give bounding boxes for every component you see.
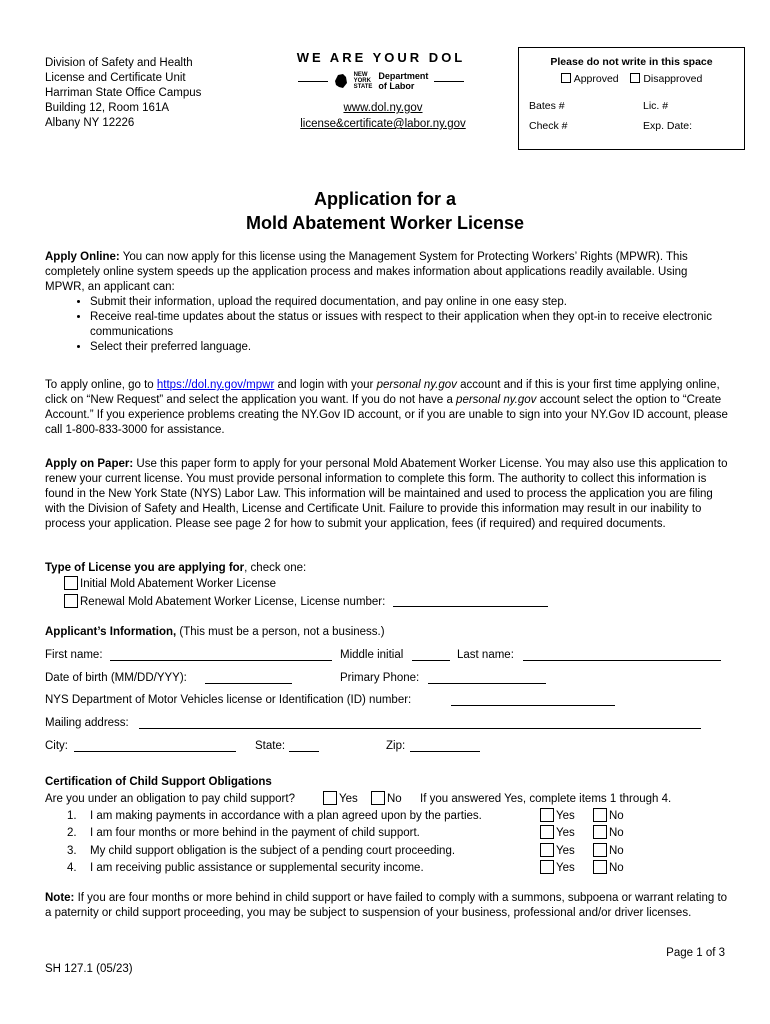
disapproved-checkbox[interactable]: [630, 73, 640, 83]
phone-label: Primary Phone:: [340, 672, 420, 684]
no-label: No: [609, 845, 624, 857]
approved-checkbox[interactable]: [561, 73, 571, 83]
logo-rule-left: [298, 81, 328, 82]
dmv-label: NYS Department of Motor Vehicles license or Identification (ID) number:: [45, 694, 412, 706]
apply-paper-text: Use this paper form to apply for your personal Mold Abatement Worker License. You may also use this application to renew your current license. You must provide personal information to complete this form. The authority to collect this information is found in the New York State (NYS) Labor Law. This information will be maintained and used to process the application you are filing with the Division of Safety and Health, License and Certificate Unit. Failure to provide this information may result in our inability to process your application. Please see page 2 for how to submit your application, fees (if required) and required documents.: [45, 458, 728, 530]
form-title-line-2: Mold Abatement Worker License: [245, 213, 525, 233]
item-number: 1.: [67, 810, 77, 822]
applicant-heading: [45, 624, 385, 640]
dob-field[interactable]: [205, 672, 292, 684]
item-1-no-checkbox[interactable]: [593, 808, 607, 822]
mpwr-benefits-list: [45, 295, 730, 355]
child-support-question: Are you under an obligation to pay child support?: [45, 793, 295, 805]
state-field[interactable]: [289, 740, 319, 752]
item-text: My child support obligation is the subject of a pending court proceeding.: [90, 845, 456, 857]
address-line: Building 12, Room 161A: [45, 102, 170, 114]
office-use-box: [518, 47, 745, 150]
nys-word: YORK: [353, 78, 371, 84]
list-item: • Receive real-time updates about the status or issues with respect to their application when they opt-in to receive electronic communications: [90, 310, 730, 340]
no-label: No: [609, 827, 624, 839]
item-4-no-checkbox[interactable]: [593, 860, 607, 874]
address-line: Albany NY 12226: [45, 117, 135, 129]
list-item: • Submit their information, upload the required documentation, and pay online in one easy step.: [90, 295, 730, 310]
license-type-heading: [45, 560, 306, 576]
form-title-line-1: Application for a: [313, 189, 456, 209]
first-name-label: First name:: [45, 649, 103, 661]
dob-row: [45, 670, 730, 686]
middle-initial-field[interactable]: [412, 649, 450, 661]
apply-online-text: You can now apply for this license using the Management System for Protecting Workers’ Rights (MPWR). This completely online system speeds up the application process and makes information about applications readily available. Using MPWR, an applicant can:: [45, 251, 688, 293]
initial-license-checkbox[interactable]: [64, 576, 78, 590]
item-number: 3.: [67, 845, 77, 857]
child-support-title: [45, 774, 272, 790]
license-type-suffix: , check one:: [244, 562, 307, 574]
city-field[interactable]: [74, 740, 236, 752]
mailing-label: Mailing address:: [45, 717, 129, 729]
approved-label: Approved: [573, 73, 619, 85]
lic-label: Lic. #: [643, 100, 669, 112]
disapproved-label: Disapproved: [643, 73, 703, 85]
last-name-label: Last name:: [457, 649, 514, 661]
instructions-text: and login with your: [274, 379, 377, 391]
no-label: No: [609, 862, 624, 874]
bates-label: Bates #: [529, 100, 565, 112]
dept-wordmark: [378, 71, 428, 91]
instructions-emphasis: personal ny.gov: [376, 379, 457, 391]
applicant-label: Applicant’s Information,: [45, 626, 177, 638]
item-number: 2.: [67, 827, 77, 839]
nys-map-icon: [334, 72, 348, 90]
city-label: City:: [45, 740, 68, 752]
child-support-question-row: [45, 791, 730, 807]
child-support-heading: Certification of Child Support Obligations: [45, 776, 272, 788]
email-link[interactable]: license&certificate@labor.ny.gov: [300, 118, 466, 130]
state-label: State:: [255, 740, 286, 752]
instructions-text: To apply online, go to: [45, 379, 157, 391]
apply-online-label: Apply Online:: [45, 251, 120, 263]
no-label: No: [609, 810, 624, 822]
agency-address: [45, 56, 201, 131]
obligation-yes-label: Yes: [339, 793, 358, 805]
dob-label: Date of birth (MM/DD/YYY):: [45, 672, 187, 684]
item-text: I am four months or more behind in the payment of child support.: [90, 827, 420, 839]
yes-label: Yes: [556, 810, 575, 822]
apply-paper-section: [45, 457, 730, 532]
mpwr-link[interactable]: https://dol.ny.gov/mpwr: [156, 379, 275, 391]
yes-label: Yes: [556, 827, 575, 839]
page-number: Page 1 of 3: [666, 947, 725, 959]
item-2-no-checkbox[interactable]: [593, 825, 607, 839]
address-line: License and Certificate Unit: [45, 72, 186, 84]
mailing-row: [45, 715, 730, 731]
child-support-item: [45, 843, 730, 859]
apply-paper-label: Apply on Paper:: [45, 458, 134, 470]
applicant-note: (This must be a person, not a business.): [176, 626, 385, 638]
exp-date-label: Exp. Date:: [643, 120, 693, 132]
child-support-item: [45, 808, 730, 824]
initial-license-option: [64, 576, 276, 592]
item-4-yes-checkbox[interactable]: [540, 860, 554, 874]
child-support-instruction: If you answered Yes, complete items 1 through 4.: [420, 793, 672, 805]
zip-field[interactable]: [410, 740, 480, 752]
mailing-field[interactable]: [139, 717, 701, 729]
instructions-emphasis: personal ny.gov: [456, 394, 537, 406]
item-2-yes-checkbox[interactable]: [540, 825, 554, 839]
dmv-row: [45, 692, 730, 708]
item-number: 4.: [67, 862, 77, 874]
website-link[interactable]: www.dol.ny.gov: [343, 102, 423, 114]
license-number-field[interactable]: [393, 595, 548, 607]
form-code: SH 127.1 (05/23): [45, 963, 133, 975]
list-item: • Select their preferred language.: [90, 340, 730, 355]
dept-word: of Labor: [378, 81, 415, 91]
instructions-text: account and if this is your first time applying online, click on “New Request” and select the application you want. If you do not have a: [45, 379, 720, 406]
item-3-no-checkbox[interactable]: [593, 843, 607, 857]
address-line: Harriman State Office Campus: [45, 87, 202, 99]
yes-label: Yes: [556, 845, 575, 857]
note-section: [45, 891, 730, 921]
yes-label: Yes: [556, 862, 575, 874]
office-use-title: Please do not write in this space: [550, 56, 713, 68]
item-3-yes-checkbox[interactable]: [540, 843, 554, 857]
logo-rule-right: [434, 81, 464, 82]
name-row: [45, 647, 730, 663]
instructions-text: account select the option to “Create Account.” If you experience problems creating the NY.Gov ID account, or if you are unable to sign into your NY.Gov ID account, please call 1-800-833-3000 for assistance.: [45, 394, 728, 436]
logo-tagline: WE ARE YOUR DOL: [296, 50, 466, 65]
city-row: [45, 738, 730, 754]
item-1-yes-checkbox[interactable]: [540, 808, 554, 822]
dol-logo: [283, 50, 479, 91]
apply-online-section: [45, 250, 730, 355]
license-type-label: Type of License you are applying for: [45, 562, 245, 574]
dept-word: Department: [378, 71, 429, 81]
obligation-no-label: No: [387, 793, 402, 805]
note-text: If you are four months or more behind in child support or have failed to comply with a summons, subpoena or warrant relating to a paternity or child support proceeding, you may be subject to suspension of your business, professional and/or driver licenses.: [45, 892, 728, 919]
first-name-field[interactable]: [110, 649, 332, 661]
renewal-license-label: Renewal Mold Abatement Worker License, License number:: [80, 596, 386, 608]
nys-word: NEW: [353, 72, 368, 78]
child-support-item: [45, 860, 730, 876]
obligation-no-checkbox[interactable]: [371, 791, 385, 805]
address-line: Division of Safety and Health: [45, 57, 193, 69]
nys-wordmark: [354, 72, 373, 90]
phone-field[interactable]: [428, 672, 546, 684]
dmv-field[interactable]: [451, 694, 615, 706]
middle-initial-label: Middle initial: [340, 649, 404, 661]
contact-links: [283, 100, 483, 132]
item-text: I am making payments in accordance with a plan agreed upon by the parties.: [90, 810, 482, 822]
note-label: Note:: [45, 892, 75, 904]
initial-license-label: Initial Mold Abatement Worker License: [80, 578, 277, 590]
renewal-license-option: [64, 594, 548, 610]
apply-online-instructions: [45, 378, 730, 438]
check-label: Check #: [529, 120, 568, 132]
last-name-field[interactable]: [523, 649, 721, 661]
child-support-item: [45, 825, 730, 841]
obligation-yes-checkbox[interactable]: [323, 791, 337, 805]
form-title: [0, 187, 770, 235]
renewal-license-checkbox[interactable]: [64, 594, 78, 608]
nys-word: STATE: [353, 84, 373, 90]
item-text: I am receiving public assistance or supplemental security income.: [90, 862, 424, 874]
zip-label: Zip:: [386, 740, 406, 752]
